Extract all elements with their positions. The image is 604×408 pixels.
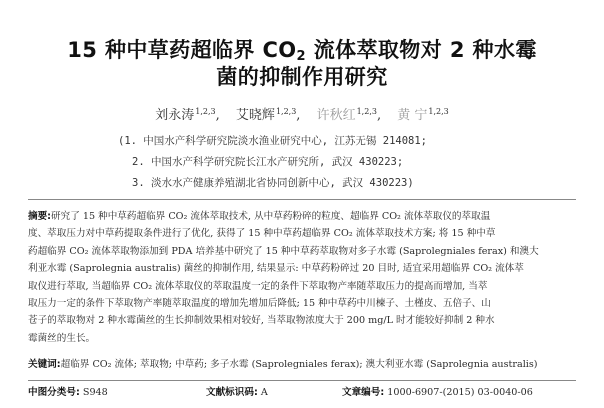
title-suffix: 流体萃取物对 2 种水霉 [306, 38, 537, 62]
author-affiliation-mark: 1,2,3 [275, 107, 297, 116]
document-code [206, 384, 268, 398]
author-name: 艾晓辉 [235, 108, 275, 123]
article-number [342, 384, 533, 398]
abstract-line: 取仪进行萃取, 当超临界 CO₂ 流体萃取仪的萃取温度一定的条件下萃取物产率随萃取压力的提高而增加, 当萃 [28, 280, 488, 292]
abstract-text: 研究了 15 种中草药超临界 CO₂ 流体萃取技术, 从中草药粉碎的粒度、超临界 CO₂ 流体萃取仪的萃取温 [51, 211, 491, 222]
author-4 [397, 104, 449, 123]
keywords-text: 超临界 CO₂ 流体; 萃取物; 中草药; 多子水霉 (Saprolegniales ferax); 澳大利亚水霉 (Saprolegnia australis) [60, 359, 538, 370]
abstract-line [28, 208, 576, 225]
abstract-label: 摘要: [28, 211, 52, 222]
title-prefix: 15 种中草药超临界 CO [67, 38, 297, 62]
author-3: 许秋红$^{1,2,3}$, [316, 107, 382, 123]
author-list [0, 104, 604, 123]
article-no-value: 1000-6907-(2015) 03-0040-06 [387, 387, 533, 398]
abstract-line: 霉菌丝的生长。 [28, 332, 96, 344]
abstract-line: 苍子的萃取物对 2 种水霉菌丝的生长抑制效果相对较好, 当萃取物浓度大于 200 mg/L 时才能较好抑制 2 种水 [28, 315, 495, 327]
abstract [28, 208, 576, 347]
paper-title-line-2: 菌的抑制作用研究 [216, 65, 388, 89]
author-affiliation-mark: 1,2,3 [428, 107, 449, 116]
section-divider-bottom [28, 380, 576, 381]
affiliation-3: 3. 淡水水产健康养殖湖北省协同创新中心, 武汉 430223) [132, 177, 414, 189]
abstract-line: 药超临界 CO₂ 流体萃取物添加到 PDA 培养基中研究了 15 种中草药萃取物对多子水霉 (Saprolegniales ferax) 和澳大 [28, 245, 539, 257]
abstract-line: 取压力一定的条件下萃取物产率随萃取温度的增加先增加后降低; 15 种中草药中川楝子、土槿皮、五倍子、山 [28, 298, 491, 310]
title-subscript: 2 [296, 49, 306, 64]
abstract-line: 度、萃取压力对中草药提取条件进行了优化, 获得了 15 种中草药超临界 CO₂ 流体萃取技术方案; 将 15 种中草 [28, 228, 496, 240]
article-no-label: 文章编号: [342, 387, 385, 398]
abstract-line: 利亚水霉 (Saprolegnia australis) 菌丝的抑制作用, 结果显示: 中草药粉碎过 20 目时, 适宜采用超临界 CO₂ 流体萃 [28, 263, 524, 275]
author-affiliation-mark: 1,2,3 [356, 107, 377, 116]
section-divider-top [28, 199, 576, 200]
author-name: 许秋红 [316, 108, 356, 123]
author-name: 刘永涛 [155, 108, 195, 123]
affiliation-2: 2. 中国水产科学研究院长江水产研究所, 武汉 430223; [132, 156, 404, 168]
author-2: 艾晓辉$^{1,2,3}$, [235, 107, 301, 123]
classification-number [28, 384, 108, 398]
affiliation-1: (1. 中国水产科学研究院淡水渔业研究中心, 江苏无锡 214081; [118, 135, 428, 147]
clc-value: S948 [82, 387, 108, 398]
keywords [28, 356, 576, 370]
paper-title-line-1 [16, 34, 588, 64]
author-affiliation-mark: 1,2,3 [195, 107, 216, 116]
author-1: 刘永涛$^{1,2,3}$, [155, 107, 220, 123]
author-name: 黄 宁 [397, 108, 428, 123]
keywords-label: 关键词: [28, 359, 61, 370]
doc-code-label: 文献标识码: [206, 387, 258, 398]
doc-code-value: A [260, 387, 268, 398]
clc-label: 中图分类号: [28, 387, 80, 398]
